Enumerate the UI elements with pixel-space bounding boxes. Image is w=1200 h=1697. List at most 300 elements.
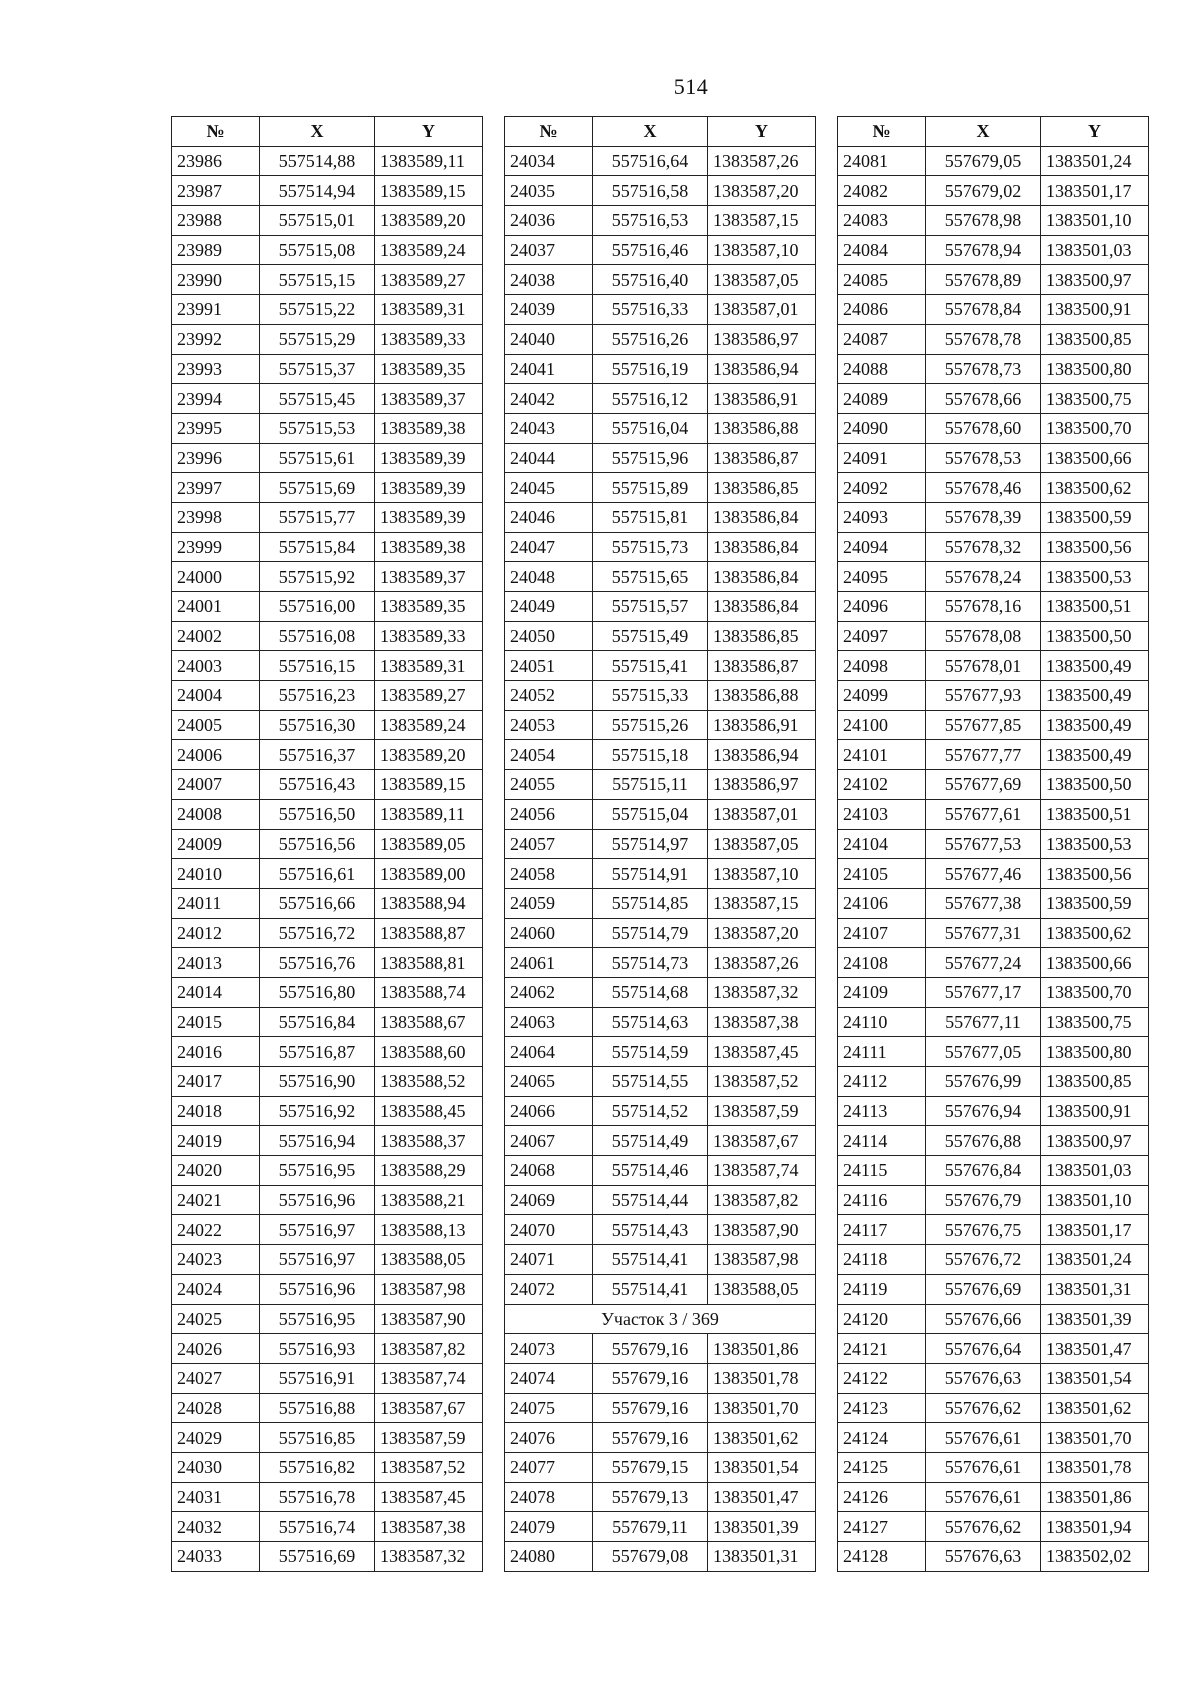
- x-coordinate-cell: 557677,05: [926, 1037, 1041, 1067]
- x-coordinate-cell: 557515,08: [260, 235, 375, 265]
- table-row: [838, 799, 1149, 829]
- table-row: [172, 265, 483, 295]
- x-coordinate-cell: 557677,85: [926, 710, 1041, 740]
- y-coordinate-cell: 1383501,94: [1041, 1512, 1149, 1542]
- y-coordinate-cell: 1383500,75: [1041, 384, 1149, 414]
- x-coordinate-cell: 557515,37: [260, 354, 375, 384]
- y-coordinate-cell: 1383586,84: [708, 532, 816, 562]
- x-coordinate-cell: 557516,58: [593, 176, 708, 206]
- y-coordinate-cell: 1383588,94: [375, 888, 483, 918]
- y-coordinate-cell: 1383589,38: [375, 532, 483, 562]
- table-row: [505, 770, 816, 800]
- table-row: [172, 235, 483, 265]
- table-row: [172, 324, 483, 354]
- x-coordinate-cell: 557516,87: [260, 1037, 375, 1067]
- table-row: [838, 829, 1149, 859]
- point-number-cell: 24009: [172, 829, 260, 859]
- point-number-cell: 24120: [838, 1304, 926, 1334]
- y-coordinate-cell: 1383500,75: [1041, 1007, 1149, 1037]
- x-coordinate-cell: 557514,41: [593, 1245, 708, 1275]
- x-coordinate-cell: 557514,41: [593, 1274, 708, 1304]
- table-row: [172, 384, 483, 414]
- table-row: [838, 532, 1149, 562]
- table-row: [172, 740, 483, 770]
- table-row: [838, 265, 1149, 295]
- y-coordinate-cell: 1383589,24: [375, 710, 483, 740]
- x-coordinate-cell: 557516,80: [260, 977, 375, 1007]
- point-number-cell: 24048: [505, 562, 593, 592]
- table-row: [172, 562, 483, 592]
- table-row: [505, 859, 816, 889]
- point-number-cell: 24075: [505, 1393, 593, 1423]
- x-coordinate-cell: 557677,61: [926, 799, 1041, 829]
- point-number-cell: 23996: [172, 443, 260, 473]
- table-row: [505, 1482, 816, 1512]
- table-row: [838, 1007, 1149, 1037]
- x-coordinate-cell: 557515,77: [260, 502, 375, 532]
- x-coordinate-cell: 557516,88: [260, 1393, 375, 1423]
- x-coordinate-cell: 557516,30: [260, 710, 375, 740]
- table-row: [838, 1482, 1149, 1512]
- point-number-cell: 24004: [172, 681, 260, 711]
- x-coordinate-cell: 557678,84: [926, 295, 1041, 325]
- point-number-cell: 24062: [505, 977, 593, 1007]
- table-row: [505, 562, 816, 592]
- y-coordinate-cell: 1383501,10: [1041, 206, 1149, 236]
- point-number-cell: 24087: [838, 324, 926, 354]
- y-coordinate-cell: 1383589,15: [375, 770, 483, 800]
- y-coordinate-cell: 1383587,90: [375, 1304, 483, 1334]
- point-number-cell: 24058: [505, 859, 593, 889]
- table-row: [505, 354, 816, 384]
- x-coordinate-cell: 557515,22: [260, 295, 375, 325]
- header-number: №: [838, 117, 926, 147]
- point-number-cell: 24091: [838, 443, 926, 473]
- point-number-cell: 23999: [172, 532, 260, 562]
- y-coordinate-cell: 1383589,39: [375, 443, 483, 473]
- coordinates-table-3: [837, 116, 1149, 1572]
- y-coordinate-cell: 1383589,05: [375, 829, 483, 859]
- point-number-cell: 23995: [172, 413, 260, 443]
- point-number-cell: 24025: [172, 1304, 260, 1334]
- header-y: Y: [708, 117, 816, 147]
- x-coordinate-cell: 557678,78: [926, 324, 1041, 354]
- point-number-cell: 24085: [838, 265, 926, 295]
- x-coordinate-cell: 557516,74: [260, 1512, 375, 1542]
- table-row: [172, 443, 483, 473]
- y-coordinate-cell: 1383588,60: [375, 1037, 483, 1067]
- y-coordinate-cell: 1383586,94: [708, 740, 816, 770]
- y-coordinate-cell: 1383500,66: [1041, 948, 1149, 978]
- point-number-cell: 24110: [838, 1007, 926, 1037]
- y-coordinate-cell: 1383588,05: [708, 1274, 816, 1304]
- point-number-cell: 24015: [172, 1007, 260, 1037]
- table-row: [838, 146, 1149, 176]
- y-coordinate-cell: 1383587,82: [375, 1334, 483, 1364]
- x-coordinate-cell: 557678,94: [926, 235, 1041, 265]
- coordinates-table-1: [171, 116, 483, 1572]
- point-number-cell: 24056: [505, 799, 593, 829]
- y-coordinate-cell: 1383500,70: [1041, 977, 1149, 1007]
- y-coordinate-cell: 1383500,51: [1041, 799, 1149, 829]
- y-coordinate-cell: 1383588,29: [375, 1156, 483, 1186]
- table-row: [505, 1334, 816, 1364]
- point-number-cell: 24083: [838, 206, 926, 236]
- table-row: [172, 146, 483, 176]
- point-number-cell: 24014: [172, 977, 260, 1007]
- point-number-cell: 23991: [172, 295, 260, 325]
- table-row: [838, 176, 1149, 206]
- table-row: [172, 1156, 483, 1186]
- point-number-cell: 24080: [505, 1542, 593, 1572]
- x-coordinate-cell: 557677,17: [926, 977, 1041, 1007]
- point-number-cell: 24044: [505, 443, 593, 473]
- y-coordinate-cell: 1383587,20: [708, 176, 816, 206]
- y-coordinate-cell: 1383500,80: [1041, 1037, 1149, 1067]
- x-coordinate-cell: 557515,45: [260, 384, 375, 414]
- table-row: [505, 473, 816, 503]
- y-coordinate-cell: 1383501,47: [1041, 1334, 1149, 1364]
- x-coordinate-cell: 557516,78: [260, 1482, 375, 1512]
- y-coordinate-cell: 1383587,67: [375, 1393, 483, 1423]
- table-row: [505, 621, 816, 651]
- point-number-cell: 24115: [838, 1156, 926, 1186]
- y-coordinate-cell: 1383586,94: [708, 354, 816, 384]
- table-row: [505, 977, 816, 1007]
- point-number-cell: 24042: [505, 384, 593, 414]
- table-row: [505, 1452, 816, 1482]
- x-coordinate-cell: 557516,95: [260, 1304, 375, 1334]
- x-coordinate-cell: 557516,50: [260, 799, 375, 829]
- point-number-cell: 24113: [838, 1096, 926, 1126]
- x-coordinate-cell: 557516,85: [260, 1423, 375, 1453]
- x-coordinate-cell: 557515,41: [593, 651, 708, 681]
- table-row: [838, 681, 1149, 711]
- table-row: [505, 502, 816, 532]
- table-row: [505, 384, 816, 414]
- y-coordinate-cell: 1383500,59: [1041, 888, 1149, 918]
- table-row: [172, 1096, 483, 1126]
- y-coordinate-cell: 1383588,05: [375, 1245, 483, 1275]
- x-coordinate-cell: 557515,18: [593, 740, 708, 770]
- y-coordinate-cell: 1383589,37: [375, 562, 483, 592]
- point-number-cell: 24118: [838, 1245, 926, 1275]
- x-coordinate-cell: 557677,53: [926, 829, 1041, 859]
- table-row: [838, 1304, 1149, 1334]
- y-coordinate-cell: 1383500,51: [1041, 592, 1149, 622]
- x-coordinate-cell: 557515,57: [593, 592, 708, 622]
- y-coordinate-cell: 1383500,49: [1041, 740, 1149, 770]
- table-row: [838, 1274, 1149, 1304]
- y-coordinate-cell: 1383500,97: [1041, 265, 1149, 295]
- section-label: Участок 3 / 369: [505, 1304, 816, 1334]
- x-coordinate-cell: 557514,91: [593, 859, 708, 889]
- table-row: [172, 1452, 483, 1482]
- y-coordinate-cell: 1383500,53: [1041, 829, 1149, 859]
- point-number-cell: 24053: [505, 710, 593, 740]
- table-row: [505, 235, 816, 265]
- y-coordinate-cell: 1383587,59: [708, 1096, 816, 1126]
- point-number-cell: 23986: [172, 146, 260, 176]
- y-coordinate-cell: 1383500,85: [1041, 1067, 1149, 1097]
- x-coordinate-cell: 557516,26: [593, 324, 708, 354]
- point-number-cell: 23990: [172, 265, 260, 295]
- point-number-cell: 23997: [172, 473, 260, 503]
- point-number-cell: 24070: [505, 1215, 593, 1245]
- table-row: [505, 176, 816, 206]
- y-coordinate-cell: 1383589,00: [375, 859, 483, 889]
- point-number-cell: 24061: [505, 948, 593, 978]
- y-coordinate-cell: 1383587,05: [708, 265, 816, 295]
- table-row: [838, 384, 1149, 414]
- x-coordinate-cell: 557678,01: [926, 651, 1041, 681]
- x-coordinate-cell: 557516,56: [260, 829, 375, 859]
- x-coordinate-cell: 557677,93: [926, 681, 1041, 711]
- x-coordinate-cell: 557679,16: [593, 1363, 708, 1393]
- table-row: [172, 681, 483, 711]
- x-coordinate-cell: 557514,59: [593, 1037, 708, 1067]
- point-number-cell: 23992: [172, 324, 260, 354]
- point-number-cell: 24033: [172, 1542, 260, 1572]
- table-row: [172, 1274, 483, 1304]
- y-coordinate-cell: 1383501,39: [708, 1512, 816, 1542]
- y-coordinate-cell: 1383587,10: [708, 235, 816, 265]
- table-row: [838, 1096, 1149, 1126]
- table-header-row: [172, 117, 483, 147]
- x-coordinate-cell: 557515,81: [593, 502, 708, 532]
- x-coordinate-cell: 557676,94: [926, 1096, 1041, 1126]
- x-coordinate-cell: 557516,94: [260, 1126, 375, 1156]
- x-coordinate-cell: 557515,96: [593, 443, 708, 473]
- table-row: [172, 1067, 483, 1097]
- point-number-cell: 24109: [838, 977, 926, 1007]
- point-number-cell: 24095: [838, 562, 926, 592]
- table-row: [505, 1096, 816, 1126]
- point-number-cell: 24018: [172, 1096, 260, 1126]
- x-coordinate-cell: 557676,61: [926, 1482, 1041, 1512]
- y-coordinate-cell: 1383501,54: [1041, 1363, 1149, 1393]
- point-number-cell: 24059: [505, 888, 593, 918]
- point-number-cell: 24045: [505, 473, 593, 503]
- header-y: Y: [375, 117, 483, 147]
- y-coordinate-cell: 1383500,49: [1041, 710, 1149, 740]
- x-coordinate-cell: 557515,61: [260, 443, 375, 473]
- table-row: [505, 1274, 816, 1304]
- point-number-cell: 23989: [172, 235, 260, 265]
- x-coordinate-cell: 557676,69: [926, 1274, 1041, 1304]
- y-coordinate-cell: 1383588,81: [375, 948, 483, 978]
- point-number-cell: 24089: [838, 384, 926, 414]
- point-number-cell: 24030: [172, 1452, 260, 1482]
- table-row: [505, 948, 816, 978]
- y-coordinate-cell: 1383589,15: [375, 176, 483, 206]
- x-coordinate-cell: 557676,62: [926, 1512, 1041, 1542]
- point-number-cell: 24035: [505, 176, 593, 206]
- x-coordinate-cell: 557515,04: [593, 799, 708, 829]
- y-coordinate-cell: 1383588,74: [375, 977, 483, 1007]
- y-coordinate-cell: 1383500,62: [1041, 473, 1149, 503]
- point-number-cell: 24117: [838, 1215, 926, 1245]
- table-row: [505, 1423, 816, 1453]
- y-coordinate-cell: 1383586,88: [708, 681, 816, 711]
- x-coordinate-cell: 557516,12: [593, 384, 708, 414]
- x-coordinate-cell: 557516,97: [260, 1215, 375, 1245]
- point-number-cell: 24071: [505, 1245, 593, 1275]
- table-row: [838, 354, 1149, 384]
- point-number-cell: 24093: [838, 502, 926, 532]
- point-number-cell: 24039: [505, 295, 593, 325]
- point-number-cell: 24008: [172, 799, 260, 829]
- y-coordinate-cell: 1383500,53: [1041, 562, 1149, 592]
- point-number-cell: 24043: [505, 413, 593, 443]
- x-coordinate-cell: 557516,92: [260, 1096, 375, 1126]
- table-row: [838, 443, 1149, 473]
- x-coordinate-cell: 557678,24: [926, 562, 1041, 592]
- x-coordinate-cell: 557679,02: [926, 176, 1041, 206]
- point-number-cell: 24007: [172, 770, 260, 800]
- x-coordinate-cell: 557676,72: [926, 1245, 1041, 1275]
- point-number-cell: 24084: [838, 235, 926, 265]
- point-number-cell: 24000: [172, 562, 260, 592]
- x-coordinate-cell: 557676,61: [926, 1423, 1041, 1453]
- x-coordinate-cell: 557676,63: [926, 1542, 1041, 1572]
- x-coordinate-cell: 557676,62: [926, 1393, 1041, 1423]
- point-number-cell: 24068: [505, 1156, 593, 1186]
- y-coordinate-cell: 1383587,26: [708, 948, 816, 978]
- point-number-cell: 24081: [838, 146, 926, 176]
- point-number-cell: 24079: [505, 1512, 593, 1542]
- table-row: [838, 770, 1149, 800]
- table-row: [172, 1423, 483, 1453]
- y-coordinate-cell: 1383500,85: [1041, 324, 1149, 354]
- point-number-cell: 24012: [172, 918, 260, 948]
- y-coordinate-cell: 1383500,50: [1041, 770, 1149, 800]
- x-coordinate-cell: 557516,84: [260, 1007, 375, 1037]
- table-row: [838, 1334, 1149, 1364]
- y-coordinate-cell: 1383500,50: [1041, 621, 1149, 651]
- x-coordinate-cell: 557678,73: [926, 354, 1041, 384]
- table-row: [172, 1185, 483, 1215]
- x-coordinate-cell: 557514,79: [593, 918, 708, 948]
- y-coordinate-cell: 1383586,97: [708, 770, 816, 800]
- x-coordinate-cell: 557516,08: [260, 621, 375, 651]
- y-coordinate-cell: 1383589,38: [375, 413, 483, 443]
- x-coordinate-cell: 557678,98: [926, 206, 1041, 236]
- table-row: [505, 918, 816, 948]
- header-number: №: [505, 117, 593, 147]
- x-coordinate-cell: 557514,46: [593, 1156, 708, 1186]
- point-number-cell: 24100: [838, 710, 926, 740]
- table-row: [838, 235, 1149, 265]
- x-coordinate-cell: 557677,24: [926, 948, 1041, 978]
- point-number-cell: 24092: [838, 473, 926, 503]
- y-coordinate-cell: 1383586,97: [708, 324, 816, 354]
- x-coordinate-cell: 557514,63: [593, 1007, 708, 1037]
- point-number-cell: 24010: [172, 859, 260, 889]
- x-coordinate-cell: 557677,69: [926, 770, 1041, 800]
- y-coordinate-cell: 1383501,24: [1041, 1245, 1149, 1275]
- point-number-cell: 24037: [505, 235, 593, 265]
- point-number-cell: 24001: [172, 592, 260, 622]
- table-row: [505, 265, 816, 295]
- x-coordinate-cell: 557516,43: [260, 770, 375, 800]
- table-row: [505, 413, 816, 443]
- y-coordinate-cell: 1383586,84: [708, 562, 816, 592]
- point-number-cell: 24031: [172, 1482, 260, 1512]
- x-coordinate-cell: 557676,63: [926, 1363, 1041, 1393]
- y-coordinate-cell: 1383588,87: [375, 918, 483, 948]
- y-coordinate-cell: 1383501,17: [1041, 1215, 1149, 1245]
- x-coordinate-cell: 557516,96: [260, 1185, 375, 1215]
- header-number: №: [172, 117, 260, 147]
- y-coordinate-cell: 1383589,11: [375, 799, 483, 829]
- table-header-row: [505, 117, 816, 147]
- table-row: [505, 799, 816, 829]
- point-number-cell: 24013: [172, 948, 260, 978]
- x-coordinate-cell: 557677,46: [926, 859, 1041, 889]
- y-coordinate-cell: 1383587,59: [375, 1423, 483, 1453]
- point-number-cell: 24060: [505, 918, 593, 948]
- point-number-cell: 24119: [838, 1274, 926, 1304]
- x-coordinate-cell: 557516,64: [593, 146, 708, 176]
- y-coordinate-cell: 1383587,45: [375, 1482, 483, 1512]
- y-coordinate-cell: 1383587,20: [708, 918, 816, 948]
- table-row: [172, 1037, 483, 1067]
- x-coordinate-cell: 557515,65: [593, 562, 708, 592]
- point-number-cell: 24003: [172, 651, 260, 681]
- point-number-cell: 24052: [505, 681, 593, 711]
- header-x: X: [593, 117, 708, 147]
- table-row: [505, 1007, 816, 1037]
- y-coordinate-cell: 1383586,88: [708, 413, 816, 443]
- x-coordinate-cell: 557677,11: [926, 1007, 1041, 1037]
- x-coordinate-cell: 557516,91: [260, 1363, 375, 1393]
- point-number-cell: 24016: [172, 1037, 260, 1067]
- table-row: [838, 740, 1149, 770]
- table-row: [505, 829, 816, 859]
- point-number-cell: 24040: [505, 324, 593, 354]
- point-number-cell: 24104: [838, 829, 926, 859]
- point-number-cell: 24046: [505, 502, 593, 532]
- x-coordinate-cell: 557516,82: [260, 1452, 375, 1482]
- y-coordinate-cell: 1383587,98: [708, 1245, 816, 1275]
- y-coordinate-cell: 1383501,03: [1041, 235, 1149, 265]
- y-coordinate-cell: 1383589,24: [375, 235, 483, 265]
- table-row: [838, 1512, 1149, 1542]
- x-coordinate-cell: 557515,29: [260, 324, 375, 354]
- x-coordinate-cell: 557516,40: [593, 265, 708, 295]
- point-number-cell: 24107: [838, 918, 926, 948]
- y-coordinate-cell: 1383501,62: [1041, 1393, 1149, 1423]
- x-coordinate-cell: 557676,66: [926, 1304, 1041, 1334]
- point-number-cell: 24123: [838, 1393, 926, 1423]
- x-coordinate-cell: 557678,46: [926, 473, 1041, 503]
- x-coordinate-cell: 557514,88: [260, 146, 375, 176]
- y-coordinate-cell: 1383500,80: [1041, 354, 1149, 384]
- x-coordinate-cell: 557515,11: [593, 770, 708, 800]
- x-coordinate-cell: 557679,15: [593, 1452, 708, 1482]
- x-coordinate-cell: 557676,64: [926, 1334, 1041, 1364]
- x-coordinate-cell: 557515,49: [593, 621, 708, 651]
- y-coordinate-cell: 1383587,52: [375, 1452, 483, 1482]
- point-number-cell: 24034: [505, 146, 593, 176]
- point-number-cell: 24094: [838, 532, 926, 562]
- x-coordinate-cell: 557515,89: [593, 473, 708, 503]
- y-coordinate-cell: 1383588,13: [375, 1215, 483, 1245]
- y-coordinate-cell: 1383587,74: [375, 1363, 483, 1393]
- table-row: [172, 651, 483, 681]
- point-number-cell: 24005: [172, 710, 260, 740]
